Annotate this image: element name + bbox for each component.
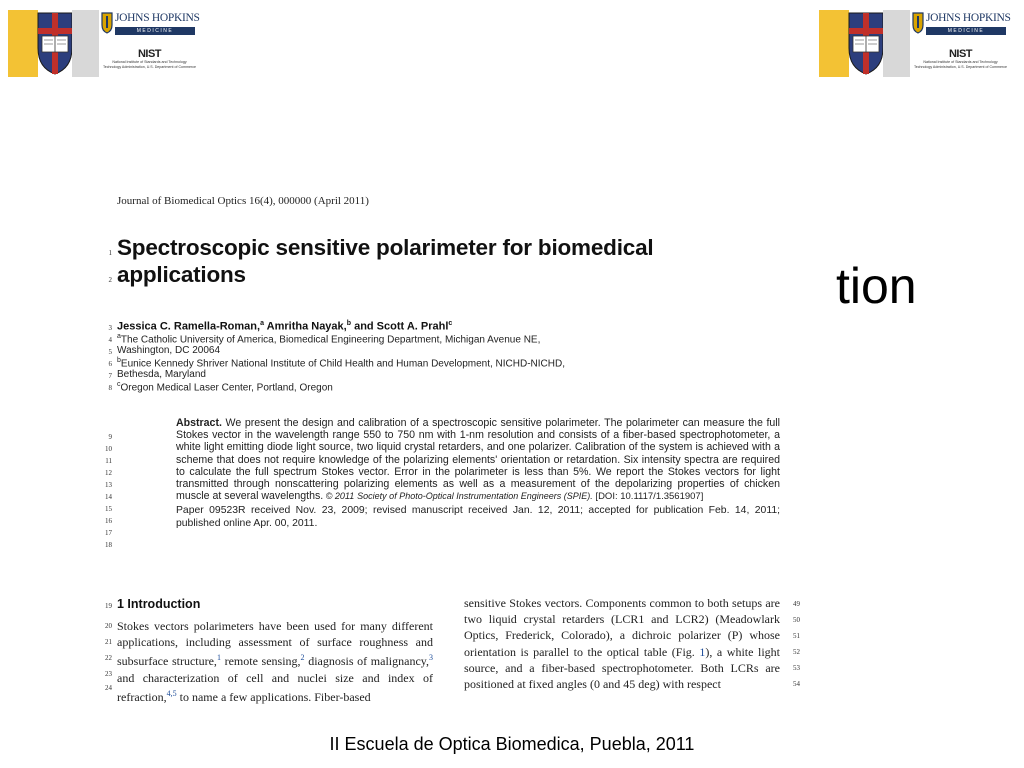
line-number: 54: [793, 680, 800, 688]
affiliation-line: [117, 369, 206, 380]
paper-title: Spectroscopic sensitive polarimeter for biomedical applications: [117, 235, 654, 287]
affiliation-marker: a: [117, 333, 121, 340]
line-number: 49: [793, 600, 800, 608]
line-number: 23: [105, 670, 112, 678]
jh-title: JOHNS HOPKINS: [115, 12, 200, 24]
intro-text: and characterization of cell and nuclei size and index of refraction,: [117, 670, 433, 704]
author-2: Amritha Nayak,: [263, 320, 347, 333]
author-1-affil: a: [260, 320, 264, 327]
citation-ref[interactable]: 2: [300, 653, 305, 663]
nist-line-1: National Institute of Standards and Technology: [923, 60, 998, 64]
nist-logo: [912, 48, 1009, 77]
intro-left-column: [117, 618, 433, 705]
affiliation-text: Washington, DC 20064: [117, 345, 221, 356]
intro-text: diagnosis of malignancy,: [304, 654, 429, 669]
nist-title: NIST: [137, 48, 162, 60]
catholic-university-logo: [8, 10, 99, 77]
nist-line-1: National Institute of Standards and Technology: [112, 60, 187, 64]
line-number: 15: [105, 505, 112, 513]
johns-hopkins-medicine-logo: [101, 10, 198, 40]
paper-abstract: [176, 417, 780, 530]
section-heading: 1 Introduction: [117, 597, 201, 611]
intro-text: sensitive Stokes vectors. Components common to both setups are two liquid crystal retarders (LCR1 and LCR2) (Meadowlark Optics, Frederick, Colorado), a dichroic polarizer (P) whose orientation is parallel to the optical table (Fig.: [464, 596, 780, 659]
jh-subtitle: MEDICINE: [115, 27, 195, 35]
abstract-doi: [DOI: 10.1117/1.3561907]: [592, 491, 704, 503]
affiliation-text: Oregon Medical Laser Center, Portland, Oregon: [120, 382, 333, 394]
line-number: 20: [105, 622, 112, 630]
journal-citation: Journal of Biomedical Optics 16(4), 000000 (April 2011): [117, 195, 369, 207]
line-number: 9: [108, 433, 112, 441]
nist-line-2: Technology Administration, U.S. Department of Commerce: [913, 65, 1008, 69]
line-number: 50: [793, 616, 800, 624]
line-number: 7: [108, 372, 112, 380]
affiliation-marker: b: [117, 357, 121, 364]
paper-authors: [117, 320, 452, 333]
jh-subtitle: MEDICINE: [926, 27, 1006, 35]
abstract-copyright: © 2011: [323, 491, 355, 502]
line-number: 10: [105, 445, 112, 453]
line-number: 19: [105, 602, 112, 610]
nist-line-2: Technology Administration, U.S. Department of Commerce: [102, 65, 197, 69]
line-number: 16: [105, 517, 112, 525]
abstract-text: We present the design and calibration of a spectroscopic sensitive polarimeter. The polarimeter can measure the full Stokes vector in the wavelength range 550 to 750 nm with 1-nm resolution and consists of a fiber-based spectrophotometer, a white light emitting diode light source, two liquid crystal retarders, and one polarizer. Calibration of the system is achieved with a scheme that does not require knowledge of the polarizing elements' orientation or retardation. Six intensity spectra are required to calculate the full spectrum Stokes vector. Error in the polarimeter is less than 5%. We report the Stokes vectors for light transmitted through nonscattering polarizing elements as well as a measurement of the depolarizing properties of chicken muscle at several wavelengths.: [176, 417, 780, 503]
line-number: 51: [793, 632, 800, 640]
intro-text: ), a white light source, and a fiber-based spectrophotometer. Both LCRs are positioned at fixed angles (0 and 45 deg) with respect: [464, 644, 781, 692]
intro-right-column: [464, 595, 780, 692]
line-number: 1: [108, 249, 112, 257]
header-logos-left: [8, 10, 198, 77]
author-3: and Scott A. Prahl: [351, 320, 449, 333]
line-number: 53: [793, 664, 800, 672]
intro-text: remote sensing,: [220, 654, 301, 669]
line-number: 11: [105, 457, 112, 465]
line-number: 21: [105, 638, 112, 646]
nist-logo: [101, 48, 198, 77]
line-number: 17: [105, 529, 112, 537]
slide-title-fragment: tion: [836, 258, 917, 314]
paper-excerpt: [96, 190, 800, 704]
intro-text: to name a few applications. Fiber-based: [176, 689, 371, 704]
line-number: 18: [105, 541, 112, 549]
slide-footer: II Escuela de Optica Biomedica, Puebla, 2011: [329, 734, 695, 754]
jh-title: JOHNS HOPKINS: [926, 12, 1011, 24]
affiliation-text: Eunice Kennedy Shriver National Institute of Child Health and Human Development, NICHD-NICHD,: [120, 358, 565, 370]
header-logos-right: [819, 10, 1009, 77]
johns-hopkins-medicine-logo: [912, 10, 1009, 40]
line-number: 12: [105, 469, 112, 477]
abstract-society: Society of Photo-Optical Instrumentation Engineers (SPIE).: [357, 491, 593, 502]
line-number: 5: [108, 348, 112, 356]
affiliation-line: [117, 357, 565, 369]
affiliation-line: [117, 345, 220, 356]
line-number: 13: [105, 481, 112, 489]
jh-shield-icon: [912, 12, 924, 34]
affiliation-line: [117, 333, 540, 345]
affiliation-text: Bethesda, Maryland: [117, 369, 206, 380]
line-number: 2: [108, 276, 112, 284]
line-number: 52: [793, 648, 800, 656]
affiliation-marker: c: [117, 381, 121, 388]
line-number: 14: [105, 493, 112, 501]
line-number: 6: [108, 360, 112, 368]
paper-history: Paper 09523R received Nov. 23, 2009; revised manuscript received Jan. 12, 2011; accepted for publication Feb. 14, 2011; published online Apr. 00, 2011.: [176, 505, 780, 529]
author-1: Jessica C. Ramella-Roman,: [117, 320, 261, 333]
citation-ref[interactable]: 4,5: [166, 688, 177, 698]
citation-ref[interactable]: 1: [216, 653, 221, 663]
line-number: 4: [108, 336, 112, 344]
affiliation-text: The Catholic University of America, Biomedical Engineering Department, Michigan Avenue NE,: [120, 334, 541, 346]
affiliation-line: [117, 381, 333, 393]
line-number: 24: [105, 684, 112, 692]
author-2-affil: b: [346, 320, 352, 327]
line-number: 3: [108, 324, 112, 332]
catholic-university-logo: [819, 10, 910, 77]
abstract-label: Abstract.: [176, 417, 222, 429]
intro-text: Stokes vectors polarimeters have been used for many different applications, including assessment of surface roughness and subsurface structure,: [117, 619, 433, 669]
citation-ref[interactable]: 3: [429, 653, 433, 663]
author-3-affil: c: [448, 320, 453, 327]
line-number: 22: [105, 654, 112, 662]
line-number: 8: [108, 384, 112, 392]
nist-title: NIST: [948, 48, 973, 60]
jh-shield-icon: [101, 12, 113, 34]
figure-ref[interactable]: 1: [699, 644, 706, 659]
